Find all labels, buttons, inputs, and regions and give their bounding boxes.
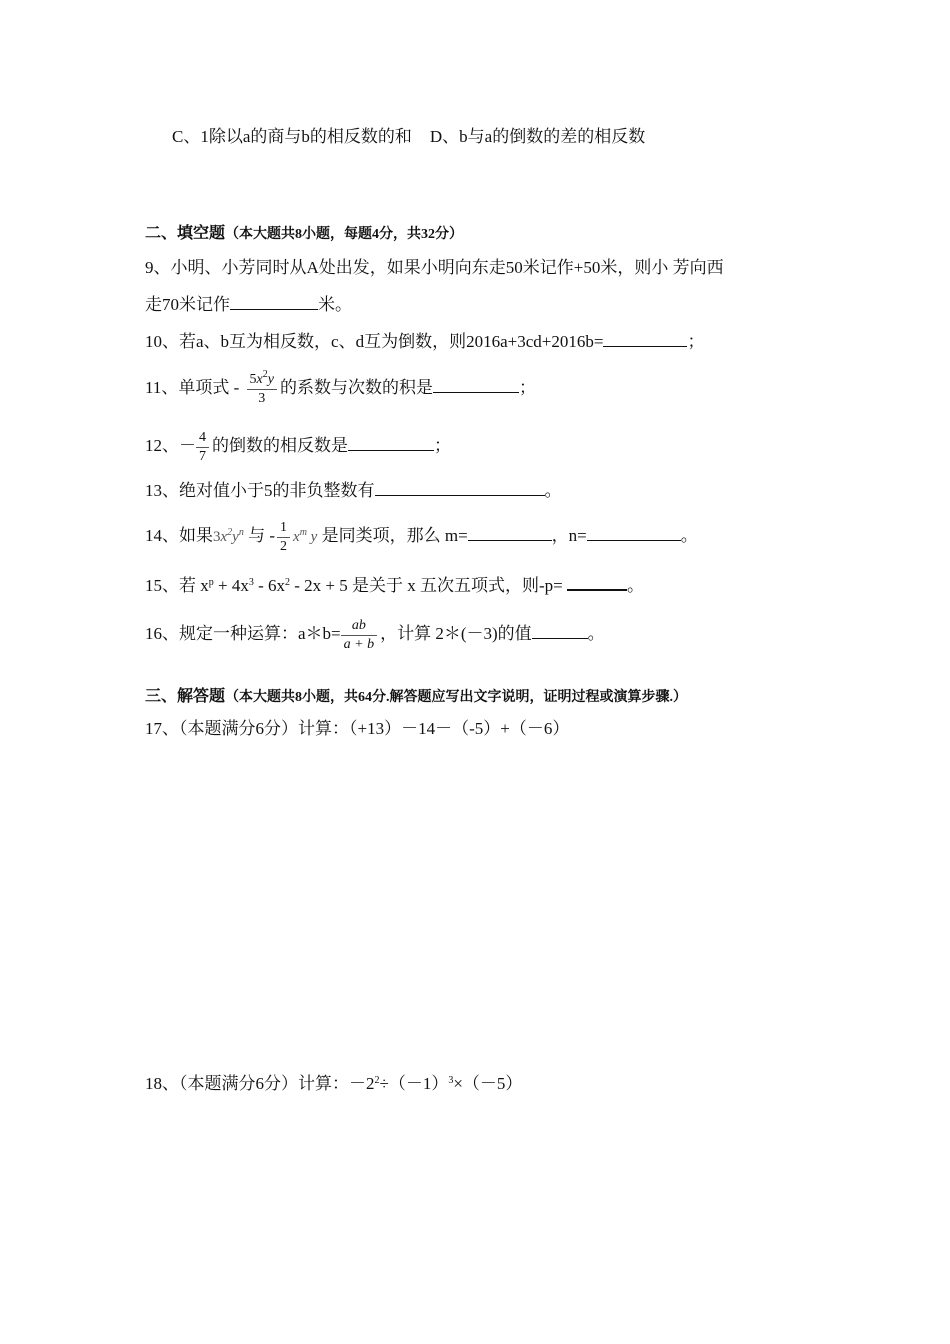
question-11: 11、单项式 - $\frac{5x^2y}{3}$ 的系数与次数的积是 ； bbox=[145, 368, 536, 406]
answer-blank[interactable] bbox=[433, 377, 519, 393]
question-9-line1: 9、小明、小芳同时从A处出发，如果小明向东走50米记作+50米，则小 芳向西 bbox=[145, 258, 724, 277]
options-line bbox=[172, 125, 645, 149]
question-9-line2: 走70米记作 米。 bbox=[145, 295, 352, 314]
question-17: 17、（本题满分6分）计算：（+13）－14－（-5）+（－6） bbox=[145, 719, 570, 738]
answer-blank[interactable] bbox=[567, 574, 627, 591]
question-13: 13、绝对值小于5的非负整数有 。 bbox=[145, 481, 562, 500]
answer-blank-m[interactable] bbox=[468, 525, 552, 541]
section-2-heading: 二、填空题（本大题共8小题，每题4分，共32分） bbox=[145, 225, 464, 242]
answer-blank[interactable] bbox=[230, 294, 318, 310]
question-12: 12、－ $\frac{4}{7}$ 的倒数的相反数是 ； bbox=[145, 429, 451, 464]
answer-blank[interactable] bbox=[603, 331, 687, 347]
option-d: D、b与a的倒数的差的相反数 bbox=[429, 127, 646, 146]
fraction-four-sevenths: $\frac{4}{7}$ bbox=[196, 429, 209, 466]
answer-blank[interactable] bbox=[532, 623, 588, 639]
question-18: 18、（本题满分6分）计算：$-2^2\div(-1)^3\times(-5)$ bbox=[145, 1074, 523, 1093]
fraction-ab-over-a-plus-b: $\frac{ab}{a + b}$ bbox=[341, 617, 377, 654]
fraction-one-half: $\frac{1}{2}$ bbox=[277, 519, 290, 556]
answer-blank-n[interactable] bbox=[587, 525, 681, 541]
option-c: C、1除以a的商与b的相反数的和 bbox=[172, 127, 412, 146]
question-15: 15、若 $x^p + 4x^3 - 6x^2 - 2x + 5$ 是关于 x 五次五项式，则-p= 。 bbox=[145, 576, 645, 595]
term-xmy: $x^m$ y bbox=[293, 527, 318, 545]
answer-blank[interactable] bbox=[348, 435, 434, 451]
question-14: 14、如果$3x^2y^n$ 与 - $\frac{1}{2}$ $x^m$ y 是同类项，那么 m= ，n= 。 bbox=[145, 519, 698, 554]
answer-blank[interactable] bbox=[375, 480, 545, 496]
term-3x2yn: $3x^2y^n$ bbox=[213, 527, 244, 545]
question-10: 10、若a、b互为相反数，c、d互为倒数，则2016a+3cd+2016b= ； bbox=[145, 332, 705, 351]
question-16: 16、规定一种运算：a＊b= $\frac{ab}{a + b}$ ，计算 2＊(－3)的值 。 bbox=[145, 617, 605, 652]
monomial-fraction: $\frac{5x^2y}{3}$ bbox=[247, 371, 277, 408]
section-3-heading: 三、解答题（本大题共8小题，共64分.解答题应写出文字说明，证明过程或演算步骤.） bbox=[145, 688, 688, 705]
